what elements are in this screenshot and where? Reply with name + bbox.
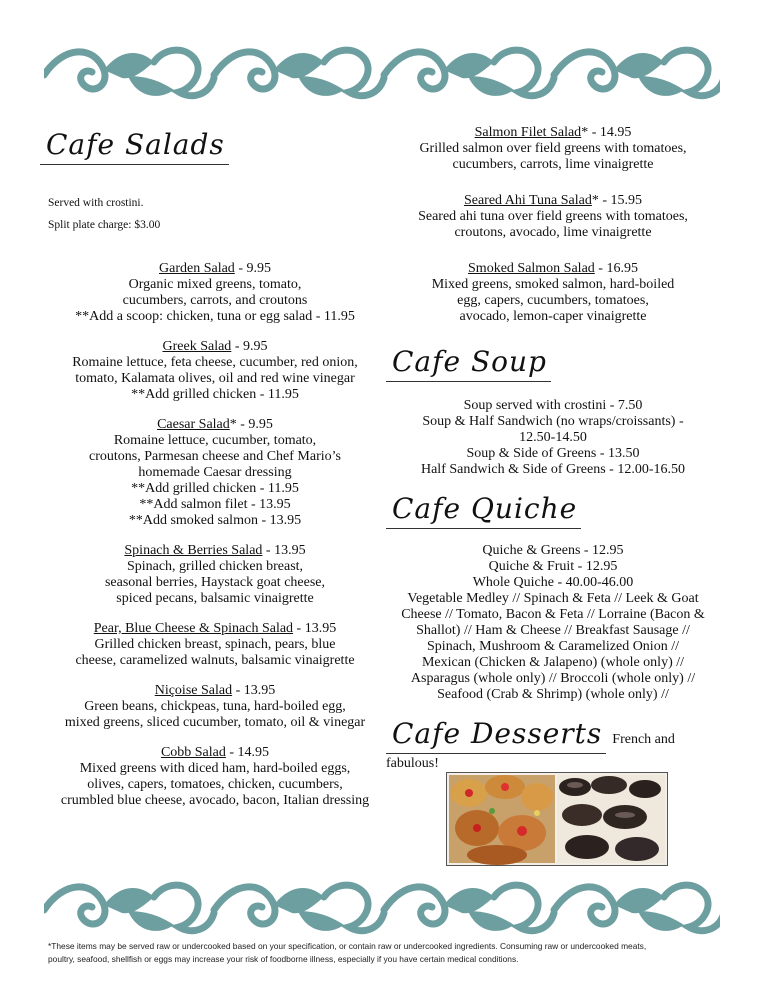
quiche-section bbox=[386, 543, 720, 703]
desserts-tagline: French and fabulous! bbox=[386, 732, 675, 771]
item-desc: mixed greens, sliced cucumber, tomato, oil & vinegar bbox=[64, 715, 366, 730]
item-name: Spinach & Berries Salad bbox=[124, 543, 263, 558]
item-desc: egg, capers, cucumbers, tomatoes, bbox=[457, 293, 649, 308]
item-price: * - 15.95 bbox=[591, 193, 643, 208]
menu-item-smoked-salmon-salad bbox=[386, 261, 720, 325]
item-price: * - 14.95 bbox=[581, 125, 632, 140]
item-price: - 14.95 bbox=[225, 745, 270, 760]
quiche-line: Whole Quiche - 40.00-46.00 bbox=[472, 575, 634, 590]
soup-line: Soup served with crostini - 7.50 bbox=[463, 398, 643, 413]
quiche-line: Seafood (Crab & Shrimp) (whole only) // bbox=[437, 687, 669, 702]
soup-line: 12.50-14.50 bbox=[519, 430, 587, 445]
quiche-line: Vegetable Medley // Spinach & Feta // Leek & Goat bbox=[407, 591, 699, 606]
menu-item-cobb-salad bbox=[40, 745, 390, 809]
soup-line: Half Sandwich & Side of Greens - 12.00-16.50 bbox=[420, 462, 685, 477]
item-desc: cheese, caramelized walnuts, balsamic vinaigrette bbox=[75, 653, 355, 668]
menu-item-nicoise-salad bbox=[40, 683, 390, 731]
menu-item-caesar-salad bbox=[40, 417, 390, 529]
item-addon: **Add smoked salmon - 13.95 bbox=[128, 513, 302, 528]
item-desc: spiced pecans, balsamic vinaigrette bbox=[116, 591, 314, 606]
item-desc: crumbled blue cheese, avocado, bacon, Italian dressing bbox=[60, 793, 370, 808]
salads-note-split-charge: Split plate charge: $3.00 bbox=[48, 219, 161, 231]
soup-line: Soup & Half Sandwich (no wraps/croissants) - bbox=[422, 414, 684, 429]
item-desc: croutons, avocado, lime vinaigrette bbox=[454, 225, 652, 240]
item-name: Niçoise Salad bbox=[154, 683, 233, 698]
item-desc: Spinach, grilled chicken breast, bbox=[126, 559, 304, 574]
item-desc: olives, capers, tomatoes, chicken, cucumbers, bbox=[87, 777, 343, 792]
soup-heading: Cafe Soup bbox=[386, 345, 551, 382]
quiche-line: Shallot) // Ham & Cheese // Breakfast Sausage // bbox=[416, 623, 690, 638]
item-name: Seared Ahi Tuna Salad bbox=[463, 193, 592, 208]
quiche-line: Quiche & Fruit - 12.95 bbox=[488, 559, 618, 574]
menu-item-garden-salad bbox=[40, 261, 390, 325]
item-price: * - 9.95 bbox=[229, 417, 273, 432]
menu-item-pear-blue-cheese-salad bbox=[40, 621, 390, 669]
item-desc: tomato, Kalamata olives, oil and red wine vinegar bbox=[75, 371, 355, 386]
quiche-line: Quiche & Greens - 12.95 bbox=[482, 543, 624, 558]
soup-section bbox=[386, 398, 720, 478]
item-desc: homemade Caesar dressing bbox=[138, 465, 292, 480]
desserts-heading: Cafe Desserts bbox=[386, 717, 606, 754]
salads-note-crostini: Served with crostini. bbox=[48, 197, 144, 209]
item-desc: croutons, Parmesan cheese and Chef Mario’s bbox=[89, 449, 341, 464]
item-name: Salmon Filet Salad bbox=[474, 125, 582, 140]
quiche-line: Mexican (Chicken & Jalapeno) (whole only) // bbox=[421, 655, 685, 670]
item-desc: Organic mixed greens, tomato, bbox=[128, 277, 302, 292]
item-desc: Seared ahi tuna over field greens with tomatoes, bbox=[418, 209, 688, 224]
salads-column bbox=[40, 128, 390, 823]
menu-item-spinach-berries-salad bbox=[40, 543, 390, 607]
item-price: - 16.95 bbox=[594, 261, 638, 276]
right-column bbox=[386, 125, 720, 772]
item-desc: Romaine lettuce, feta cheese, cucumber, red onion, bbox=[72, 355, 358, 370]
quiche-line: Spinach, Mushroom & Caramelized Onion // bbox=[427, 639, 679, 654]
quiche-line: Asparagus (whole only) // Broccoli (whole only) // bbox=[410, 671, 696, 686]
item-price: - 13.95 bbox=[262, 543, 306, 558]
desserts-header bbox=[386, 717, 720, 772]
item-desc: Mixed greens, smoked salmon, hard-boiled bbox=[431, 277, 675, 292]
foodborne-illness-disclaimer bbox=[48, 940, 738, 966]
item-desc: avocado, lemon-caper vinaigrette bbox=[459, 309, 647, 324]
bottom-ornament-border bbox=[44, 875, 720, 945]
menu-item-greek-salad bbox=[40, 339, 390, 403]
desserts-photo bbox=[446, 772, 668, 866]
item-desc: Green beans, chickpeas, tuna, hard-boiled egg, bbox=[84, 699, 346, 714]
item-desc: Romaine lettuce, cucumber, tomato, bbox=[113, 433, 317, 448]
soup-line: Soup & Side of Greens - 13.50 bbox=[466, 446, 640, 461]
item-price: - 9.95 bbox=[234, 261, 271, 276]
item-name: Greek Salad bbox=[162, 339, 232, 354]
item-name: Cobb Salad bbox=[160, 745, 226, 760]
item-addon: **Add a scoop: chicken, tuna or egg salad - 11.95 bbox=[75, 309, 355, 324]
item-desc: seasonal berries, Haystack goat cheese, bbox=[104, 575, 325, 590]
salads-heading: Cafe Salads bbox=[40, 128, 229, 165]
item-desc: Grilled salmon over field greens with tomatoes, bbox=[419, 141, 687, 156]
item-desc: cucumbers, carrots, and croutons bbox=[122, 293, 308, 308]
item-desc: cucumbers, carrots, lime vinaigrette bbox=[452, 157, 654, 172]
item-addon: **Add grilled chicken - 11.95 bbox=[131, 481, 299, 496]
top-ornament-border bbox=[44, 40, 720, 110]
item-addon: **Add salmon filet - 13.95 bbox=[139, 497, 291, 512]
disclaimer-line: poultry, seafood, shellfish or eggs may increase your risk of foodborne illness, especially if you have certain medical conditions. bbox=[48, 954, 519, 964]
quiche-heading: Cafe Quiche bbox=[386, 492, 581, 529]
disclaimer-line: *These items may be served raw or undercooked based on your specification, or contain raw or undercooked ingredients. Consuming raw or undercooked meats, bbox=[48, 941, 647, 951]
item-price: - 13.95 bbox=[293, 621, 337, 636]
item-name: Pear, Blue Cheese & Spinach Salad bbox=[93, 621, 294, 636]
item-name: Garden Salad bbox=[159, 261, 235, 276]
item-name: Smoked Salmon Salad bbox=[468, 261, 595, 276]
item-price: - 13.95 bbox=[232, 683, 276, 698]
quiche-line: Cheese // Tomato, Bacon & Feta // Lorraine (Bacon & bbox=[401, 607, 705, 622]
menu-item-seared-ahi-tuna-salad bbox=[386, 193, 720, 241]
item-desc: Grilled chicken breast, spinach, pears, blue bbox=[94, 637, 336, 652]
menu-item-salmon-filet-salad bbox=[386, 125, 720, 173]
item-name: Caesar Salad bbox=[157, 417, 230, 432]
item-desc: Mixed greens with diced ham, hard-boiled eggs, bbox=[79, 761, 351, 776]
item-price: - 9.95 bbox=[231, 339, 268, 354]
item-addon: **Add grilled chicken - 11.95 bbox=[131, 387, 299, 402]
